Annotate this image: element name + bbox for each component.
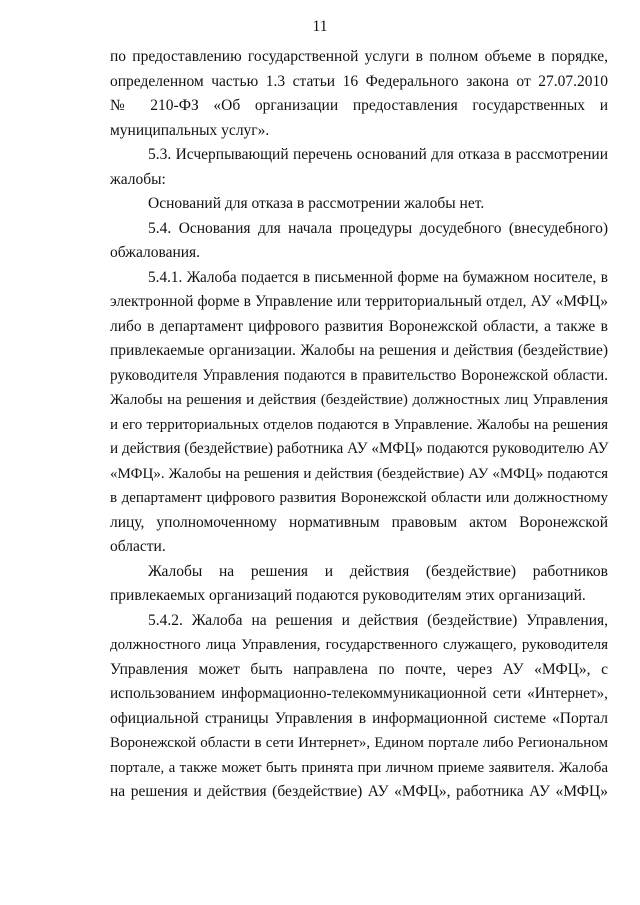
- text-line: официальной страницы Управления в информационной системе «Портал: [110, 709, 608, 727]
- text-line: Управления может быть направлена по почте, через АУ «МФЦ», с: [110, 660, 608, 678]
- text-line: определенном частью 1.3 статьи 16 Федерального закона от 27.07.2010: [110, 72, 608, 90]
- text-line: использованием информационно-телекоммуникационной сети «Интернет»,: [110, 685, 608, 702]
- text-line: и действия (бездействие) работника АУ «МФЦ» подаются руководителю АУ: [110, 440, 609, 457]
- text-line: в департамент цифрового развития Воронежской области или должностному: [110, 490, 608, 506]
- text-line: лицу, уполномоченному нормативным правовым актом Воронежской: [110, 513, 608, 531]
- text-line: 5.4.1. Жалоба подается в письменной форме на бумажном носителе, в: [148, 268, 608, 286]
- text-line: Оснований для отказа в рассмотрении жалобы нет.: [148, 195, 485, 212]
- page-number: 11: [312, 18, 328, 35]
- text-line: Жалобы на решения и действия (бездействие) работников: [148, 562, 608, 580]
- text-line: руководителя Управления подаются в правительство Воронежской области.: [110, 366, 608, 384]
- text-line: по предоставлению государственной услуги в полном объеме в порядке,: [110, 48, 608, 65]
- text-line: либо в департамент цифрового развития Воронежской области, а также в: [110, 317, 608, 335]
- text-line: Жалобы на решения и действия (бездействие) должностных лиц Управления: [110, 392, 608, 408]
- text-line: обжалования.: [110, 244, 201, 261]
- text-line: 5.3. Исчерпывающий перечень оснований для отказа в рассмотрении: [148, 146, 608, 163]
- text-line: № 210-ФЗ «Об организации предоставления государственных и: [110, 97, 608, 114]
- text-line: 5.4.2. Жалоба на решения и действия (бездействие) Управления,: [148, 611, 608, 629]
- text-line: жалобы:: [110, 170, 166, 188]
- text-line: должностного лица Управления, государственного служащего, руководителя: [110, 637, 608, 653]
- document-body: [110, 45, 608, 805]
- text-line: портале, а также может быть принята при личном приеме заявителя. Жалоба: [110, 759, 608, 776]
- text-line: «МФЦ». Жалобы на решения и действия (бездействие) АУ «МФЦ» подаются: [110, 465, 608, 482]
- text-line: области.: [110, 538, 166, 555]
- text-line: муниципальных услуг».: [110, 121, 270, 139]
- text-line: привлекаемые организации. Жалобы на решения и действия (бездействие): [110, 342, 608, 359]
- text-line: привлекаемых организаций подаются руководителям этих организаций.: [110, 587, 586, 604]
- text-line: Воронежской области в сети Интернет», Едином портале либо Региональном: [110, 735, 608, 751]
- text-line: 5.4. Основания для начала процедуры досудебного (внесудебного): [148, 219, 608, 237]
- text-line: и его территориальных отделов подаются в Управление. Жалобы на решения: [110, 416, 608, 433]
- text-line: электронной форме в Управление или территориальный отдел, АУ «МФЦ»: [110, 293, 608, 310]
- text-line: на решения и действия (бездействие) АУ «МФЦ», работника АУ «МФЦ»: [110, 783, 608, 800]
